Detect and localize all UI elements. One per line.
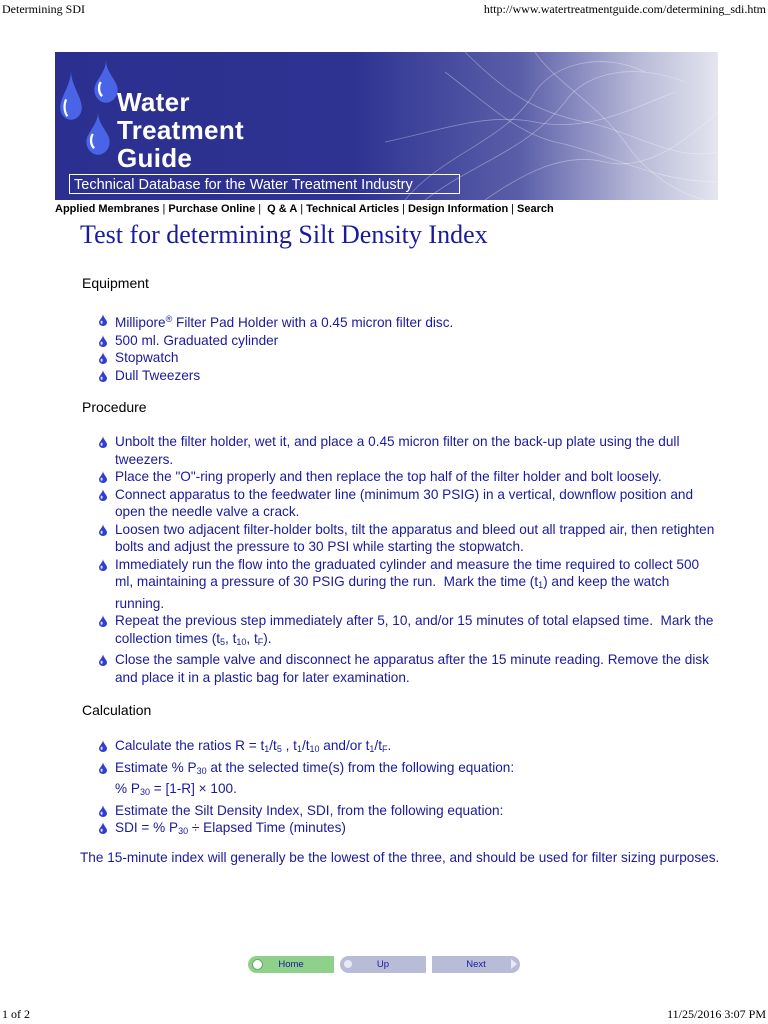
list-item: Millipore® Filter Pad Holder with a 0.45 micron filter disc. (98, 311, 718, 332)
up-button[interactable] (340, 956, 426, 973)
water-drop-bullet-icon (98, 471, 108, 483)
nav-separator: | (300, 203, 304, 215)
water-drop-bullet-icon (98, 822, 108, 834)
nav-link-technical-articles[interactable]: Technical Articles (306, 203, 400, 215)
list-item (98, 332, 718, 350)
procedure-list (98, 433, 718, 686)
equipment-list (98, 311, 718, 384)
list-item-text: Close the sample valve and disconnect he apparatus after the 15 minute reading. Remove the disk and place it in a plastic bag for later examination. (115, 652, 709, 685)
list-item-text: Estimate the Silt Density Index, SDI, from the following equation: (115, 802, 504, 818)
water-drop-bullet-icon (98, 352, 108, 364)
logo-line: Guide (117, 143, 193, 173)
water-drop-bullet-icon (98, 615, 108, 627)
logo-line: Treatment (117, 115, 244, 145)
print-timestamp: 11/25/2016 3:07 PM (667, 1007, 766, 1021)
list-item (98, 367, 718, 385)
water-drop-bullet-icon (98, 314, 108, 326)
water-drop-icon (93, 60, 119, 104)
nav-link-applied-membranes[interactable]: Applied Membranes (55, 203, 160, 215)
print-header-title: Determining SDI (2, 2, 85, 16)
next-button-label: Next (466, 959, 486, 970)
water-drop-bullet-icon (98, 740, 108, 752)
next-arrow-icon (511, 959, 517, 969)
up-button-label: Up (376, 959, 390, 970)
nav-link-search[interactable]: Search (517, 203, 554, 215)
list-item (98, 468, 718, 486)
nav-link-purchase-online[interactable]: Purchase Online (168, 203, 256, 215)
water-drop-bullet-icon (98, 559, 108, 571)
page-title: Test for determining Silt Density Index (80, 220, 488, 249)
calculation-list (98, 737, 718, 841)
print-footer (2, 1006, 766, 1022)
equipment-heading: Equipment (82, 275, 149, 291)
calculation-heading: Calculation (82, 702, 152, 718)
logo-line: Water (117, 87, 190, 117)
water-drop-icon (85, 112, 111, 156)
closing-paragraph: The 15-minute index will generally be the lowest of the three, and should be used for filter sizing purposes. (80, 850, 720, 865)
home-button[interactable] (248, 956, 334, 973)
list-item-text: Connect apparatus to the feedwater line (minimum 30 PSIG) in a vertical, downflow position and open the needle valve a crack. (115, 486, 694, 519)
top-navigation (55, 203, 554, 215)
nav-separator: | (162, 203, 166, 215)
list-item (98, 802, 718, 820)
nav-separator: | (402, 203, 405, 215)
list-item-text: Place the "O"-ring properly and then replace the top half of the filter holder and bolt loosely. (115, 469, 662, 484)
site-logo[interactable] (117, 88, 244, 172)
list-item-text: Stopwatch (115, 350, 179, 365)
list-item-text: 500 ml. Graduated cylinder (115, 332, 279, 348)
list-item (98, 486, 718, 521)
water-drop-bullet-icon (98, 654, 108, 666)
list-item: Calculate the ratios $R = t_1/t_5$ , $t_1/t_{10}$ and/or $t_1/t_F$. (98, 737, 718, 759)
procedure-heading: Procedure (82, 399, 147, 415)
list-item-text: Loosen two adjacent filter-holder bolts, tilt the apparatus and bleed out all trapped air, then retighten bolts and adjust the pressure to 30 PSI while starting the stopwatch. (115, 521, 715, 554)
list-item: Repeat the previous step immediately after 5, 10, and/or 15 minutes of total elapsed time. Mark the collection times ($t_5$, $t_{10}$, $t_F$). (98, 612, 718, 651)
list-item-text: Unbolt the filter holder, wet it, and place a 0.45 micron filter on the back-up plate using the dull tweezers. (115, 434, 680, 467)
nav-separator: | (258, 203, 265, 215)
water-drop-bullet-icon (98, 370, 108, 382)
list-item: SDI = % $P_{30}$ ÷ Elapsed Time (minutes) (98, 819, 718, 841)
list-item-text: Dull Tweezers (115, 367, 201, 383)
page-count: 1 of 2 (2, 1007, 30, 1021)
list-item (98, 433, 718, 468)
up-icon (344, 960, 352, 968)
print-header (2, 2, 766, 18)
nav-link-qa[interactable]: Q & A (267, 203, 298, 215)
water-drop-bullet-icon (98, 335, 108, 347)
list-item (98, 651, 718, 686)
water-drop-bullet-icon (98, 762, 108, 774)
nav-link-design-information[interactable]: Design Information (407, 203, 509, 215)
water-drop-bullet-icon (98, 489, 108, 501)
list-item (98, 349, 718, 367)
water-drop-bullet-icon (98, 805, 108, 817)
list-item (98, 521, 718, 556)
list-item: Estimate % $P_{30}$ at the selected time(s) from the following equation: % $P_{30} = [1-R] \times 100$. (98, 759, 718, 802)
water-drop-bullet-icon (98, 436, 108, 448)
site-banner[interactable] (55, 52, 718, 200)
next-button[interactable] (432, 956, 520, 973)
home-button-label: Home (278, 959, 304, 970)
banner-tagline: Technical Database for the Water Treatment Industry (69, 174, 460, 194)
water-drop-bullet-icon (98, 524, 108, 536)
nav-separator: | (511, 203, 515, 215)
water-drop-icon (59, 70, 83, 124)
list-item: Immediately run the flow into the graduated cylinder and measure the time required to collect 500 ml, maintaining a pressure of 30 PSIG during the run. Mark the time $(t_1)$ and keep the watch running. (98, 556, 718, 613)
home-icon (252, 959, 263, 970)
print-header-url: http://www.watertreatmentguide.com/determining_sdi.htm (483, 2, 766, 16)
